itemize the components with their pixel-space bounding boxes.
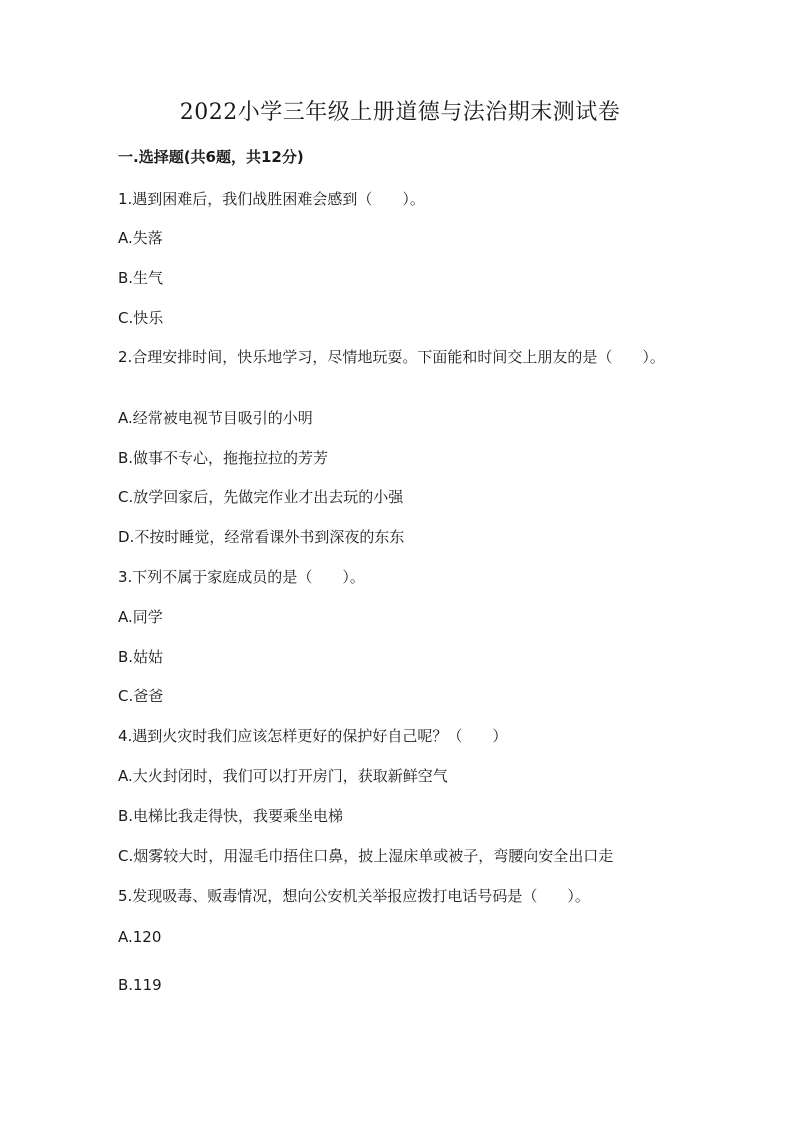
question-2-option-a: A.经常被电视节目吸引的小明 [118,409,313,427]
question-1-option-b: B.生气 [118,269,164,287]
question-2-option-b: B.做事不专心，拖拖拉拉的芳芳 [118,449,329,467]
question-4-option-c: C.烟雾较大时，用湿毛巾捂住口鼻，披上湿床单或被子，弯腰向安全出口走 [118,847,614,865]
question-3-option-b: B.姑姑 [118,648,164,666]
section-heading: 一.选择题(共6题，共12分) [118,148,304,166]
question-5-stem: 5.发现吸毒、贩毒情况，想向公安机关举报应拨打电话号码是（ ）。 [118,887,590,905]
question-5-option-a: A.120 [118,928,162,946]
question-5-option-b: B.119 [118,976,162,994]
page-title: 2022小学三年级上册道德与法治期末测试卷 [179,100,621,125]
question-2-option-c: C.放学回家后，先做完作业才出去玩的小强 [118,488,404,506]
question-1-option-a: A.失落 [118,229,163,247]
question-4-stem: 4.遇到火灾时我们应该怎样更好的保护好自己呢？（ ） [118,727,508,745]
question-3-option-c: C.爸爸 [118,687,164,705]
question-1-stem: 1.遇到困难后，我们战胜困难会感到（ ）。 [118,190,425,208]
question-3-stem: 3.下列不属于家庭成员的是（ ）。 [118,568,365,586]
question-2-stem: 2.合理安排时间，快乐地学习，尽情地玩耍。下面能和时间交上朋友的是（ ）。 [118,348,665,366]
question-2-option-d: D.不按时睡觉，经常看课外书到深夜的东东 [118,528,405,546]
question-4-option-a: A.大火封闭时，我们可以打开房门，获取新鲜空气 [118,767,448,785]
question-4-option-b: B.电梯比我走得快，我要乘坐电梯 [118,807,344,825]
question-1-option-c: C.快乐 [118,309,164,327]
question-3-option-a: A.同学 [118,608,163,626]
